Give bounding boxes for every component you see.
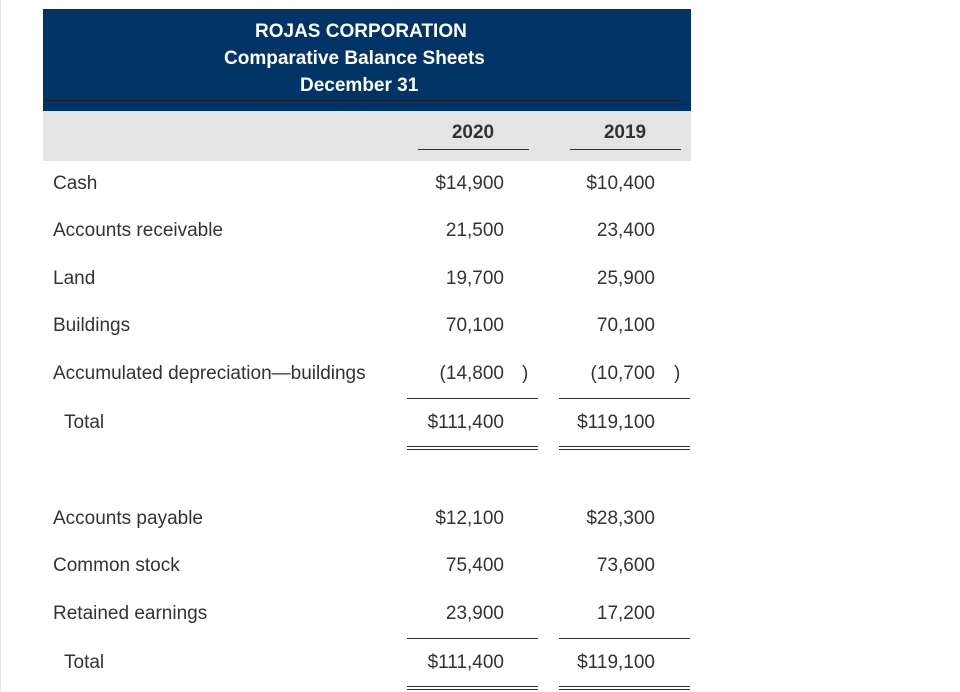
page-left-border [0, 0, 1, 692]
retained-earnings-2019: 17,200 [596, 603, 655, 624]
accounts-receivable-2020: 21,500 [445, 220, 504, 241]
liabilities-total-double-rule-2020 [407, 686, 538, 690]
accumulated-depreciation-2020-close-paren: ) [522, 363, 529, 384]
land-2019: 25,900 [596, 268, 655, 289]
cash-2019: $10,400 [586, 173, 655, 194]
column-2020-underline [418, 149, 529, 150]
liabilities-total-2019: $119,100 [577, 652, 655, 673]
cash-2020: $14,900 [435, 173, 504, 194]
accumulated-depreciation-2020: (14,800 [439, 363, 504, 384]
statement-date: December 31 [300, 75, 419, 96]
column-2019-underline [570, 149, 681, 150]
accumulated-depreciation-2019: (10,700 [590, 363, 655, 384]
buildings-2019: 70,100 [596, 315, 655, 336]
row-label-buildings: Buildings [53, 315, 131, 336]
buildings-2020: 70,100 [445, 315, 504, 336]
assets-subtotal-rule-2019 [559, 398, 690, 399]
row-label-retained-earnings: Retained earnings [53, 603, 208, 624]
row-label-cash: Cash [53, 173, 98, 194]
statement-title: Comparative Balance Sheets [224, 48, 485, 69]
assets-total-double-rule-2019 [559, 446, 690, 450]
company-name: ROJAS CORPORATION [255, 21, 467, 42]
row-label-liabilities-total: Total [64, 652, 105, 673]
accounts-payable-2020: $12,100 [435, 508, 504, 529]
liabilities-total-double-rule-2019 [559, 686, 690, 690]
common-stock-2019: 73,600 [596, 555, 655, 576]
row-label-accounts-receivable: Accounts receivable [53, 220, 224, 241]
statement-header [43, 9, 691, 111]
accounts-receivable-2019: 23,400 [596, 220, 655, 241]
header-divider [43, 100, 681, 101]
row-label-land: Land [53, 268, 96, 289]
common-stock-2020: 75,400 [445, 555, 504, 576]
assets-total-2019: $119,100 [577, 412, 655, 433]
liabilities-subtotal-rule-2020 [407, 638, 538, 639]
liabilities-subtotal-rule-2019 [559, 638, 690, 639]
row-label-assets-total: Total [64, 412, 105, 433]
assets-subtotal-rule-2020 [407, 398, 538, 399]
retained-earnings-2020: 23,900 [445, 603, 504, 624]
liabilities-total-2020: $111,400 [427, 652, 504, 673]
column-header-bar [43, 111, 691, 161]
accounts-payable-2019: $28,300 [586, 508, 655, 529]
land-2020: 19,700 [445, 268, 504, 289]
assets-total-double-rule-2020 [407, 446, 538, 450]
row-label-accumulated-depreciation: Accumulated depreciation—buildings [53, 363, 366, 384]
row-label-accounts-payable: Accounts payable [53, 508, 203, 529]
assets-total-2020: $111,400 [427, 412, 504, 433]
column-2020: 2020 [451, 122, 495, 143]
row-label-common-stock: Common stock [53, 555, 180, 576]
accumulated-depreciation-2019-close-paren: ) [674, 363, 681, 384]
column-2019: 2019 [603, 122, 647, 143]
